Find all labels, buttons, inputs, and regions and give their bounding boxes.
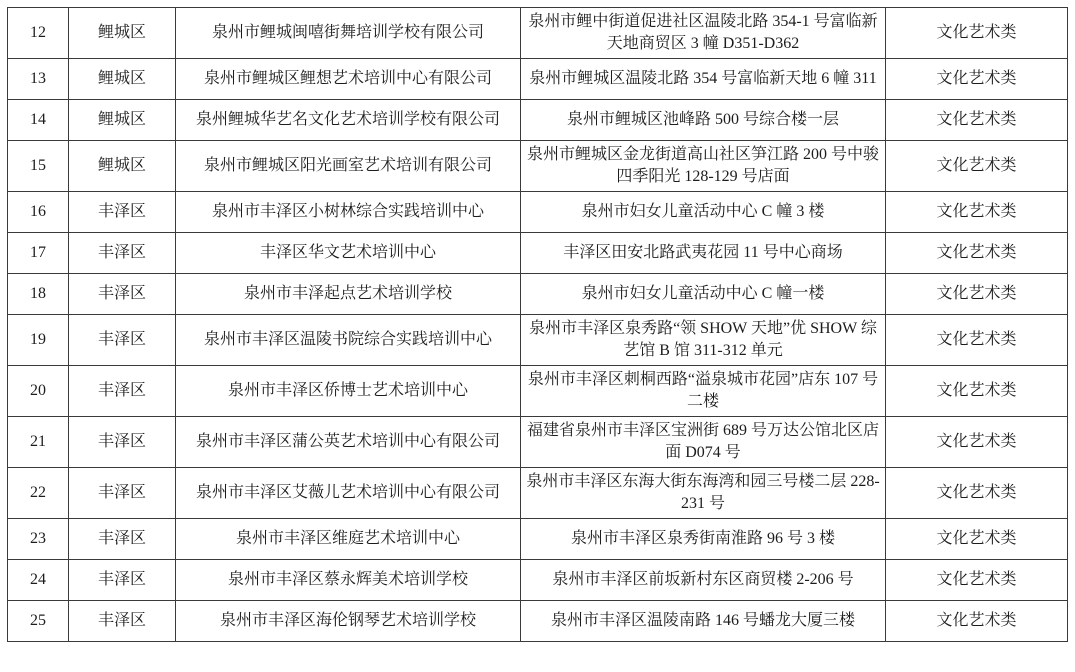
institution-name-cell: 泉州市鲤城区鲤想艺术培训中心有限公司 bbox=[176, 59, 521, 100]
category-cell: 文化艺术类 bbox=[886, 366, 1068, 417]
district-cell: 丰泽区 bbox=[69, 192, 176, 233]
row-number-cell: 25 bbox=[8, 601, 69, 642]
table-row bbox=[8, 468, 1068, 519]
row-number-cell: 23 bbox=[8, 519, 69, 560]
category-cell: 文化艺术类 bbox=[886, 233, 1068, 274]
institution-name-cell: 泉州市丰泽区温陵书院综合实践培训中心 bbox=[176, 315, 521, 366]
institution-name-cell: 泉州鲤城华艺名文化艺术培训学校有限公司 bbox=[176, 100, 521, 141]
district-cell: 丰泽区 bbox=[69, 315, 176, 366]
category-cell: 文化艺术类 bbox=[886, 560, 1068, 601]
row-number-cell: 22 bbox=[8, 468, 69, 519]
institution-name-cell: 泉州市丰泽区蔡永辉美术培训学校 bbox=[176, 560, 521, 601]
table-row bbox=[8, 8, 1068, 59]
category-cell: 文化艺术类 bbox=[886, 601, 1068, 642]
training-institutions-table bbox=[7, 7, 1068, 642]
institution-name-cell: 泉州市丰泽区小树林综合实践培训中心 bbox=[176, 192, 521, 233]
category-cell: 文化艺术类 bbox=[886, 59, 1068, 100]
table-row bbox=[8, 315, 1068, 366]
row-number-cell: 13 bbox=[8, 59, 69, 100]
address-cell: 丰泽区田安北路武夷花园 11 号中心商场 bbox=[521, 233, 886, 274]
table-row bbox=[8, 59, 1068, 100]
district-cell: 丰泽区 bbox=[69, 417, 176, 468]
address-cell: 泉州市丰泽区泉秀路“领 SHOW 天地”优 SHOW 综艺馆 B 馆 311-312 单元 bbox=[521, 315, 886, 366]
row-number-cell: 21 bbox=[8, 417, 69, 468]
address-cell: 泉州市丰泽区前坂新村东区商贸楼 2-206 号 bbox=[521, 560, 886, 601]
row-number-cell: 16 bbox=[8, 192, 69, 233]
category-cell: 文化艺术类 bbox=[886, 141, 1068, 192]
table-row bbox=[8, 192, 1068, 233]
address-cell: 泉州市鲤中街道促进社区温陵北路 354-1 号富临新天地商贸区 3 幢 D351-D362 bbox=[521, 8, 886, 59]
row-number-cell: 14 bbox=[8, 100, 69, 141]
category-cell: 文化艺术类 bbox=[886, 519, 1068, 560]
district-cell: 丰泽区 bbox=[69, 366, 176, 417]
table-row bbox=[8, 100, 1068, 141]
category-cell: 文化艺术类 bbox=[886, 8, 1068, 59]
address-cell: 泉州市鲤城区池峰路 500 号综合楼一层 bbox=[521, 100, 886, 141]
category-cell: 文化艺术类 bbox=[886, 192, 1068, 233]
table-body bbox=[8, 8, 1068, 642]
table-row bbox=[8, 519, 1068, 560]
table-row bbox=[8, 560, 1068, 601]
institution-name-cell: 泉州市丰泽区蒲公英艺术培训中心有限公司 bbox=[176, 417, 521, 468]
district-cell: 鲤城区 bbox=[69, 8, 176, 59]
institution-name-cell: 泉州市丰泽区海伦钢琴艺术培训学校 bbox=[176, 601, 521, 642]
table-row bbox=[8, 274, 1068, 315]
address-cell: 泉州市妇女儿童活动中心 C 幢 3 楼 bbox=[521, 192, 886, 233]
district-cell: 鲤城区 bbox=[69, 59, 176, 100]
row-number-cell: 17 bbox=[8, 233, 69, 274]
address-cell: 泉州市丰泽区泉秀街南淮路 96 号 3 楼 bbox=[521, 519, 886, 560]
address-cell: 泉州市丰泽区刺桐西路“溢泉城市花园”店东 107 号二楼 bbox=[521, 366, 886, 417]
document-page bbox=[7, 7, 1068, 642]
district-cell: 丰泽区 bbox=[69, 468, 176, 519]
row-number-cell: 19 bbox=[8, 315, 69, 366]
category-cell: 文化艺术类 bbox=[886, 468, 1068, 519]
row-number-cell: 15 bbox=[8, 141, 69, 192]
row-number-cell: 20 bbox=[8, 366, 69, 417]
district-cell: 丰泽区 bbox=[69, 560, 176, 601]
address-cell: 泉州市丰泽区温陵南路 146 号蟠龙大厦三楼 bbox=[521, 601, 886, 642]
category-cell: 文化艺术类 bbox=[886, 315, 1068, 366]
institution-name-cell: 泉州市丰泽区维庭艺术培训中心 bbox=[176, 519, 521, 560]
institution-name-cell: 泉州市丰泽起点艺术培训学校 bbox=[176, 274, 521, 315]
address-cell: 泉州市鲤城区金龙街道高山社区笋江路 200 号中骏四季阳光 128-129 号店面 bbox=[521, 141, 886, 192]
institution-name-cell: 泉州市鲤城闽嘻街舞培训学校有限公司 bbox=[176, 8, 521, 59]
category-cell: 文化艺术类 bbox=[886, 417, 1068, 468]
table-row bbox=[8, 601, 1068, 642]
district-cell: 鲤城区 bbox=[69, 141, 176, 192]
table-row bbox=[8, 417, 1068, 468]
institution-name-cell: 泉州市鲤城区阳光画室艺术培训有限公司 bbox=[176, 141, 521, 192]
address-cell: 福建省泉州市丰泽区宝洲街 689 号万达公馆北区店面 D074 号 bbox=[521, 417, 886, 468]
row-number-cell: 12 bbox=[8, 8, 69, 59]
category-cell: 文化艺术类 bbox=[886, 100, 1068, 141]
table-row bbox=[8, 141, 1068, 192]
district-cell: 丰泽区 bbox=[69, 233, 176, 274]
address-cell: 泉州市鲤城区温陵北路 354 号富临新天地 6 幢 311 bbox=[521, 59, 886, 100]
table-row bbox=[8, 233, 1068, 274]
district-cell: 丰泽区 bbox=[69, 519, 176, 560]
district-cell: 丰泽区 bbox=[69, 274, 176, 315]
district-cell: 丰泽区 bbox=[69, 601, 176, 642]
institution-name-cell: 泉州市丰泽区侨博士艺术培训中心 bbox=[176, 366, 521, 417]
address-cell: 泉州市妇女儿童活动中心 C 幢一楼 bbox=[521, 274, 886, 315]
row-number-cell: 18 bbox=[8, 274, 69, 315]
district-cell: 鲤城区 bbox=[69, 100, 176, 141]
row-number-cell: 24 bbox=[8, 560, 69, 601]
category-cell: 文化艺术类 bbox=[886, 274, 1068, 315]
institution-name-cell: 丰泽区华文艺术培训中心 bbox=[176, 233, 521, 274]
address-cell: 泉州市丰泽区东海大街东海湾和园三号楼二层 228-231 号 bbox=[521, 468, 886, 519]
table-row bbox=[8, 366, 1068, 417]
institution-name-cell: 泉州市丰泽区艾薇儿艺术培训中心有限公司 bbox=[176, 468, 521, 519]
